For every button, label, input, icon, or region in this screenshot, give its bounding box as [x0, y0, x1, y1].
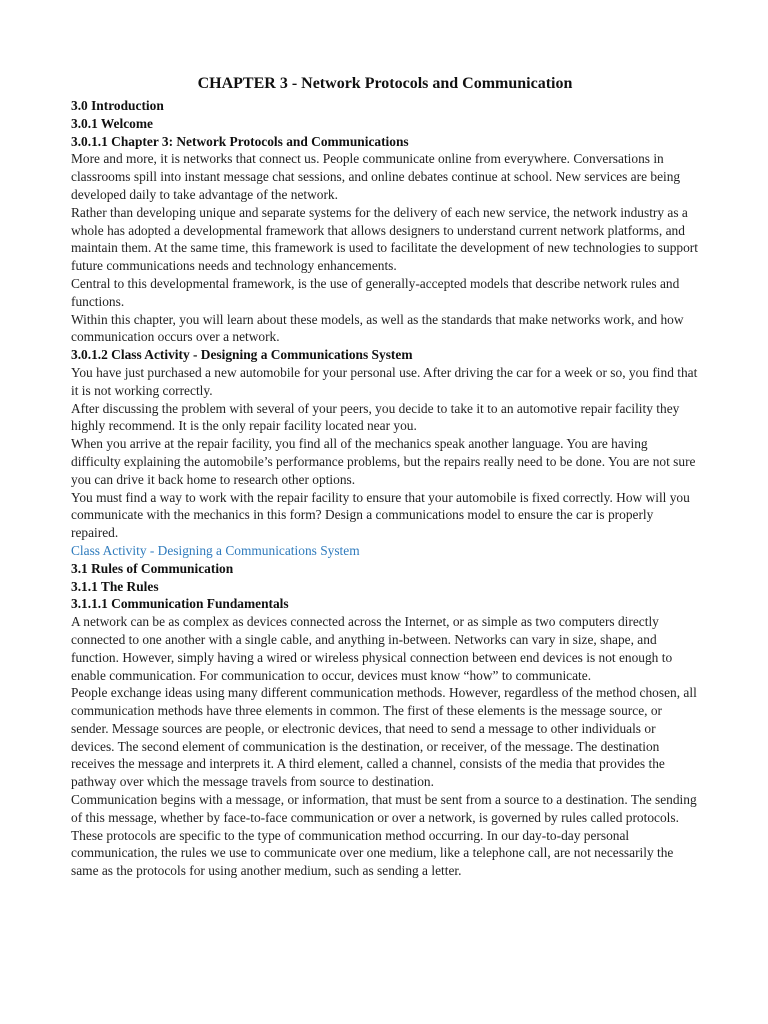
paragraph-networks-connect: More and more, it is networks that connect us. People communicate online from everywhere. Conversations in classrooms spill into instant message chat sessions, and online debates continue at school. New services are being developed daily to take advantage of the network. [71, 151, 681, 202]
paragraph-generally-accepted-models: Central to this developmental framework, is the use of generally-accepted models that describe network rules and functions. [71, 275, 680, 309]
paragraph-developmental-framework: Rather than developing unique and separate systems for the delivery of each new service, the network industry as a whole has adopted a developmental framework that allows designers to understand current network platforms, and maintain them. At the same time, this framework is used to facilitate the development of new technologies to support future communications needs and technology enhancements. [71, 204, 698, 274]
heading-chapter-3: 3.0.1.1 Chapter 3: Network Protocols and Communications [71, 133, 409, 149]
paragraph-chapter-overview: Within this chapter, you will learn about these models, as well as the standards that make networks work, and how communication occurs over a network. [71, 311, 684, 345]
heading-rules-of-communication: 3.1 Rules of Communication [71, 560, 234, 576]
heading-introduction: 3.0 Introduction [71, 98, 164, 113]
heading-welcome: 3.0.1 Welcome [71, 115, 153, 131]
document-page [71, 74, 699, 880]
paragraph-new-automobile: You have just purchased a new automobile for your personal use. After driving the car for a week or so, you find that it is not working correctly. [71, 364, 698, 398]
paragraph-network-complexity: A network can be as complex as devices connected across the Internet, or as simple as two computers directly connected to one another with a single cable, and anything in-between. Networks can vary in size, shape, and function. However, simply having a wired or wireless physical connection between end devices is not enough to enable communication. For communication to occur, devices must know “how” to communicate. [71, 614, 673, 683]
paragraph-three-elements: People exchange ideas using many different communication methods. However, regardless of the method chosen, all communication methods have three elements in common. The first of these elements is the message source, or sender. Message sources are people, or electronic devices, that need to send a message to other individuals or devices. The second element of communication is the destination, or receiver, of the message. The destination receives the message and interprets it. A third element, called a channel, consists of the media that provides the pathway over which the message travels from source to destination. [71, 685, 697, 790]
chapter-title: CHAPTER 3 - Network Protocols and Communication [197, 75, 573, 92]
heading-class-activity: 3.0.1.2 Class Activity - Designing a Communications System [71, 347, 413, 363]
class-activity-link[interactable]: Class Activity - Designing a Communications System [71, 542, 360, 558]
paragraph-communication-model: You must find a way to work with the repair facility to ensure that your automobile is fixed correctly. How will you communicate with the mechanics in this form? Design a communications model to ensure the car is properly repaired. [71, 489, 690, 541]
paragraph-mechanics-language: When you arrive at the repair facility, you find all of the mechanics speak another language. You are having difficulty explaining the automobile’s performance problems, but the repairs really need to be done. You are not sure you can drive it back home to research other options. [71, 436, 696, 487]
heading-communication-fundamentals: 3.1.1.1 Communication Fundamentals [71, 596, 289, 612]
paragraph-protocols: Communication begins with a message, or information, that must be sent from a source to a destination. The sending of this message, whether by face-to-face communication or over a network, is governed by rules called protocols. These protocols are specific to the type of communication method occurring. In our day-to-day personal communication, the rules we use to communicate over one medium, like a telephone call, are not necessarily the same as the protocols for using another medium, such as sending a letter. [71, 792, 697, 879]
paragraph-repair-facility: After discussing the problem with several of your peers, you decide to take it to an automotive repair facility they highly recommend. It is the only repair facility located near you. [71, 400, 680, 434]
heading-the-rules: 3.1.1 The Rules [71, 578, 159, 594]
